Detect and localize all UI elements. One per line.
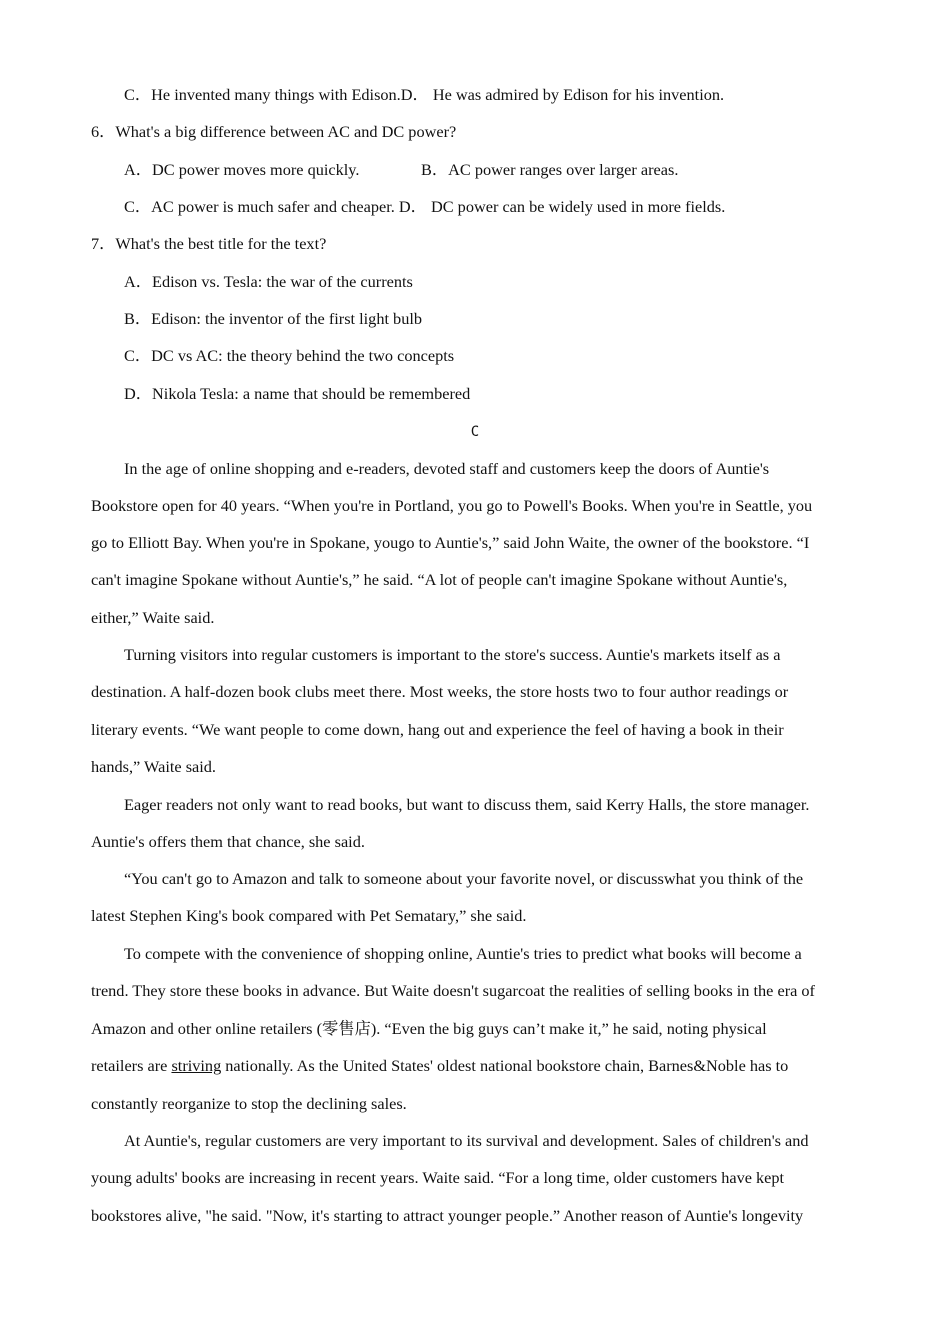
line-text-after: nationally. As the United States' oldest national bookstore chain, Barnes&Noble has to	[221, 1056, 789, 1075]
q5-options-cd: C．He invented many things with Edison.D． He was admired by Edison for his invention.	[124, 85, 725, 104]
paragraph-2-line-4: hands,” Waite said.	[91, 757, 216, 776]
paragraph-5-line-5: constantly reorganize to stop the declining sales.	[91, 1094, 407, 1113]
q6-options-cd: C．AC power is much safer and cheaper. D． DC power can be widely used in more fields.	[124, 197, 726, 216]
q6-option-a: A．DC power moves more quickly.	[124, 160, 360, 179]
q7-option-b: B．Edison: the inventor of the first light bulb	[124, 309, 423, 328]
paragraph-2-line-2: destination. A half-dozen book clubs meet there. Most weeks, the store hosts two to four author readings or	[91, 682, 789, 701]
paragraph-3-line-1: Eager readers not only want to read books, but want to discuss them, said Kerry Halls, the store manager.	[124, 795, 810, 814]
q7-option-c: C．DC vs AC: the theory behind the two concepts	[124, 346, 455, 365]
q7-option-d: D．Nikola Tesla: a name that should be remembered	[124, 384, 471, 403]
paragraph-4-line-1: “You can't go to Amazon and talk to someone about your favorite novel, or discusswhat you think of the	[124, 869, 804, 888]
paragraph-5-line-3: Amazon and other online retailers (零售店). “Even the big guys can’t make it,” he said, noting physical	[91, 1019, 767, 1038]
paragraph-6-line-3: bookstores alive, "he said. "Now, it's starting to attract younger people.” Another reason of Auntie's longevity	[91, 1206, 804, 1225]
paragraph-5-line-1: To compete with the convenience of shopping online, Auntie's tries to predict what books will become a	[124, 944, 802, 963]
paragraph-4-line-2: latest Stephen King's book compared with Pet Sematary,” she said.	[91, 906, 527, 925]
paragraph-6-line-2: young adults' books are increasing in recent years. Waite said. “For a long time, older customers have kept	[91, 1168, 785, 1187]
underlined-word-striving: striving	[171, 1056, 222, 1075]
paragraph-1-line-4: can't imagine Spokane without Auntie's,” he said. “A lot of people can't imagine Spokane without Auntie's,	[91, 570, 788, 589]
paragraph-3-line-2: Auntie's offers them that chance, she said.	[91, 832, 365, 851]
paragraph-5-line-2: trend. They store these books in advance. But Waite doesn't sugarcoat the realities of selling books in the era of	[91, 981, 815, 1000]
paragraph-1-line-5: either,” Waite said.	[91, 608, 215, 627]
section-heading: C	[470, 424, 480, 440]
paragraph-5-line-4	[91, 1056, 788, 1076]
line-text-before: retailers are	[91, 1056, 172, 1075]
paragraph-6-line-1: At Auntie's, regular customers are very important to its survival and development. Sales of children's and	[124, 1131, 809, 1150]
q6-stem: 6．What's a big difference between AC and DC power?	[91, 122, 457, 141]
q6-option-b: B．AC power ranges over larger areas.	[421, 160, 679, 179]
paragraph-1-line-2: Bookstore open for 40 years. “When you're in Portland, you go to Powell's Books. When you're in Seattle, you	[91, 496, 813, 515]
paragraph-1-line-3: go to Elliott Bay. When you're in Spokane, yougo to Auntie's,” said John Waite, the owner of the bookstore. “I	[91, 533, 810, 552]
paragraph-1-line-1: In the age of online shopping and e-readers, devoted staff and customers keep the doors of Auntie's	[124, 459, 770, 478]
q7-stem: 7．What's the best title for the text?	[91, 234, 327, 253]
paragraph-2-line-3: literary events. “We want people to come down, hang out and experience the feel of having a book in their	[91, 720, 784, 739]
paragraph-2-line-1: Turning visitors into regular customers is important to the store's success. Auntie's markets itself as a	[124, 645, 781, 664]
q7-option-a: A．Edison vs. Tesla: the war of the currents	[124, 272, 413, 291]
